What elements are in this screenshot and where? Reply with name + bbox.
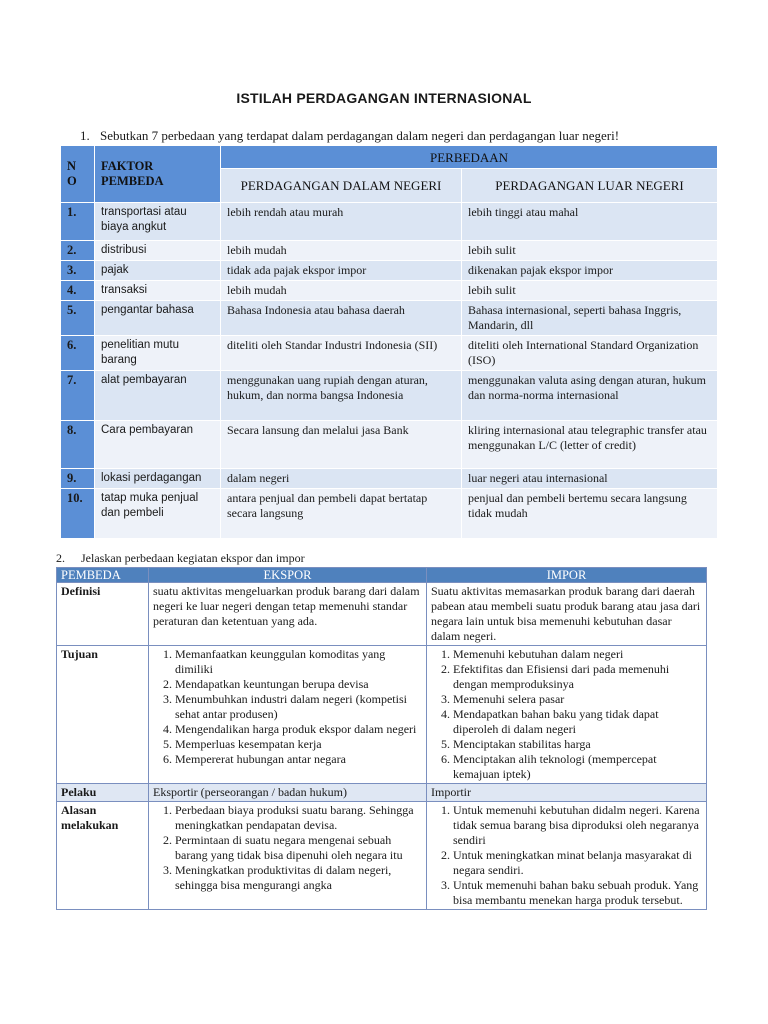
alasan-ekspor (149, 802, 427, 910)
table-ekspor-impor (56, 567, 707, 910)
table-row (61, 489, 718, 539)
header-impor: IMPOR (427, 568, 707, 583)
row-definisi (57, 583, 707, 646)
alasan-impor (427, 802, 707, 910)
row-luar-negeri: kliring internasional atau telegraphic transfer atau menggunakan L/C (letter of credit) (462, 421, 718, 469)
row-faktor: lokasi perdagangan (95, 469, 221, 489)
row-pelaku (57, 784, 707, 802)
header-pembeda: PEMBEDA (57, 568, 149, 583)
header-perbedaan: PERBEDAAN (221, 146, 718, 169)
question-1 (80, 128, 740, 144)
table-row (61, 261, 718, 281)
list-item: 3. Menumbuhkan industri dalam negeri (kompetisi sehat antar produsen) (175, 692, 422, 722)
row-dalam-negeri: Bahasa Indonesia atau bahasa daerah (221, 301, 462, 336)
list-item: 1. Perbedaan biaya produksi suatu barang. Sehingga meningkatkan pendapatan devisa. (175, 803, 422, 833)
table-perdagangan (60, 145, 718, 539)
row-number: 10. (61, 489, 95, 539)
definisi-ekspor: suatu aktivitas mengeluarkan produk barang dari dalam negeri ke luar negeri dengan tetap memenuhi standar peraturan dan ketentuan yang ada. (149, 583, 427, 646)
row-luar-negeri: menggunakan valuta asing dengan aturan, hukum dan norma-norma internasional (462, 371, 718, 421)
list-item: 6. Menciptakan alih teknologi (mempercepat kemajuan iptek) (453, 752, 702, 782)
header-perdagangan-dalam-negeri: PERDAGANGAN DALAM NEGERI (221, 169, 462, 203)
row-dalam-negeri: menggunakan uang rupiah dengan aturan, hukum, dan norma bangsa Indonesia (221, 371, 462, 421)
row-faktor: Cara pembayaran (95, 421, 221, 469)
row-luar-negeri: lebih tinggi atau mahal (462, 203, 718, 241)
row-dalam-negeri: lebih mudah (221, 281, 462, 301)
pelaku-ekspor: Eksportir (perseorangan / badan hukum) (149, 784, 427, 802)
list-item: 4. Mengendalikan harga produk ekspor dalam negeri (175, 722, 422, 737)
row-faktor: tatap muka penjual dan pembeli (95, 489, 221, 539)
list-item: 5. Memperluas kesempatan kerja (175, 737, 422, 752)
table-row (61, 301, 718, 336)
row-number: 4. (61, 281, 95, 301)
row-luar-negeri: penjual dan pembeli bertemu secara langsung tidak mudah (462, 489, 718, 539)
list-item: 1. Memenuhi kebutuhan dalam negeri (453, 647, 702, 662)
row-number: 8. (61, 421, 95, 469)
label-pelaku: Pelaku (57, 784, 149, 802)
row-faktor: alat pembayaran (95, 371, 221, 421)
question-2-text: Jelaskan perbedaan kegiatan ekspor dan impor (81, 551, 305, 565)
row-dalam-negeri: diteliti oleh Standar Industri Indonesia (SII) (221, 336, 462, 371)
list-item: 4. Mendapatkan bahan baku yang tidak dapat diperoleh di dalam negeri (453, 707, 702, 737)
list-item: 2. Permintaan di suatu negara mengenai sebuah barang yang tidak bisa dipenuhi oleh negara itu (175, 833, 422, 863)
definisi-impor: Suatu aktivitas memasarkan produk barang dari daerah pabean atau membeli suatu produk barang atau jasa dari negara lain untuk bisa memenuhi kebutuhan dasar dalam negeri. (427, 583, 707, 646)
row-number: 6. (61, 336, 95, 371)
row-alasan (57, 802, 707, 910)
row-dalam-negeri: lebih rendah atau murah (221, 203, 462, 241)
row-number: 7. (61, 371, 95, 421)
tujuan-impor (427, 646, 707, 784)
tujuan-ekspor (149, 646, 427, 784)
list-item: 5. Menciptakan stabilitas harga (453, 737, 702, 752)
row-dalam-negeri: lebih mudah (221, 241, 462, 261)
row-dalam-negeri: Secara lansung dan melalui jasa Bank (221, 421, 462, 469)
row-luar-negeri: luar negeri atau internasional (462, 469, 718, 489)
table-row (61, 469, 718, 489)
row-faktor: pengantar bahasa (95, 301, 221, 336)
row-faktor: transaksi (95, 281, 221, 301)
row-number: 1. (61, 203, 95, 241)
list-item: 3. Meningkatkan produktivitas di dalam negeri, sehingga bisa mengurangi angka (175, 863, 422, 893)
list-item: 2. Untuk meningkatkan minat belanja masyarakat di negara sendiri. (453, 848, 702, 878)
row-dalam-negeri: antara penjual dan pembeli dapat bertatap secara langsung (221, 489, 462, 539)
list-item: 2. Mendapatkan keuntungan berupa devisa (175, 677, 422, 692)
question-2 (56, 551, 736, 566)
row-number: 5. (61, 301, 95, 336)
row-number: 2. (61, 241, 95, 261)
row-dalam-negeri: dalam negeri (221, 469, 462, 489)
row-number: 3. (61, 261, 95, 281)
list-item: 3. Memenuhi selera pasar (453, 692, 702, 707)
row-luar-negeri: diteliti oleh International Standard Organization (ISO) (462, 336, 718, 371)
header-perdagangan-luar-negeri: PERDAGANGAN LUAR NEGERI (462, 169, 718, 203)
row-luar-negeri: dikenakan pajak ekspor impor (462, 261, 718, 281)
row-dalam-negeri: tidak ada pajak ekspor impor (221, 261, 462, 281)
row-luar-negeri: lebih sulit (462, 281, 718, 301)
row-faktor: penelitian mutu barang (95, 336, 221, 371)
list-item: 1. Memanfaatkan keunggulan komoditas yang dimiliki (175, 647, 422, 677)
table-row (61, 203, 718, 241)
pelaku-impor: Importir (427, 784, 707, 802)
label-tujuan: Tujuan (57, 646, 149, 784)
row-faktor: distribusi (95, 241, 221, 261)
table-row (61, 241, 718, 261)
list-item: 6. Mempererat hubungan antar negara (175, 752, 422, 767)
row-number: 9. (61, 469, 95, 489)
row-luar-negeri: lebih sulit (462, 241, 718, 261)
list-item: 1. Untuk memenuhi kebutuhan didalm negeri. Karena tidak semua barang bisa diproduksi oleh negaranya sendiri (453, 803, 702, 848)
label-definisi: Definisi (57, 583, 149, 646)
table-row (61, 421, 718, 469)
list-item: 3. Untuk memenuhi bahan baku sebuah produk. Yang bisa membantu menekan harga produk tersebut. (453, 878, 702, 908)
header-no: N O (61, 146, 95, 203)
table-row (61, 371, 718, 421)
table-row (61, 281, 718, 301)
question-1-number: 1. (80, 128, 90, 143)
header-ekspor: EKSPOR (149, 568, 427, 583)
row-faktor: transportasi atau biaya angkut (95, 203, 221, 241)
label-alasan: Alasan melakukan (57, 802, 149, 910)
question-2-number: 2. (56, 551, 65, 565)
row-faktor: pajak (95, 261, 221, 281)
question-1-text: Sebutkan 7 perbedaan yang terdapat dalam perdagangan dalam negeri dan perdagangan luar negeri! (100, 128, 620, 143)
header-faktor-pembeda: FAKTOR PEMBEDA (95, 146, 221, 203)
table-row (61, 336, 718, 371)
row-tujuan (57, 646, 707, 784)
row-luar-negeri: Bahasa internasional, seperti bahasa Inggris, Mandarin, dll (462, 301, 718, 336)
page-title: ISTILAH PERDAGANGAN INTERNASIONAL (236, 90, 532, 106)
list-item: 2. Efektifitas dan Efisiensi dari pada memenuhi dengan memproduksinya (453, 662, 702, 692)
